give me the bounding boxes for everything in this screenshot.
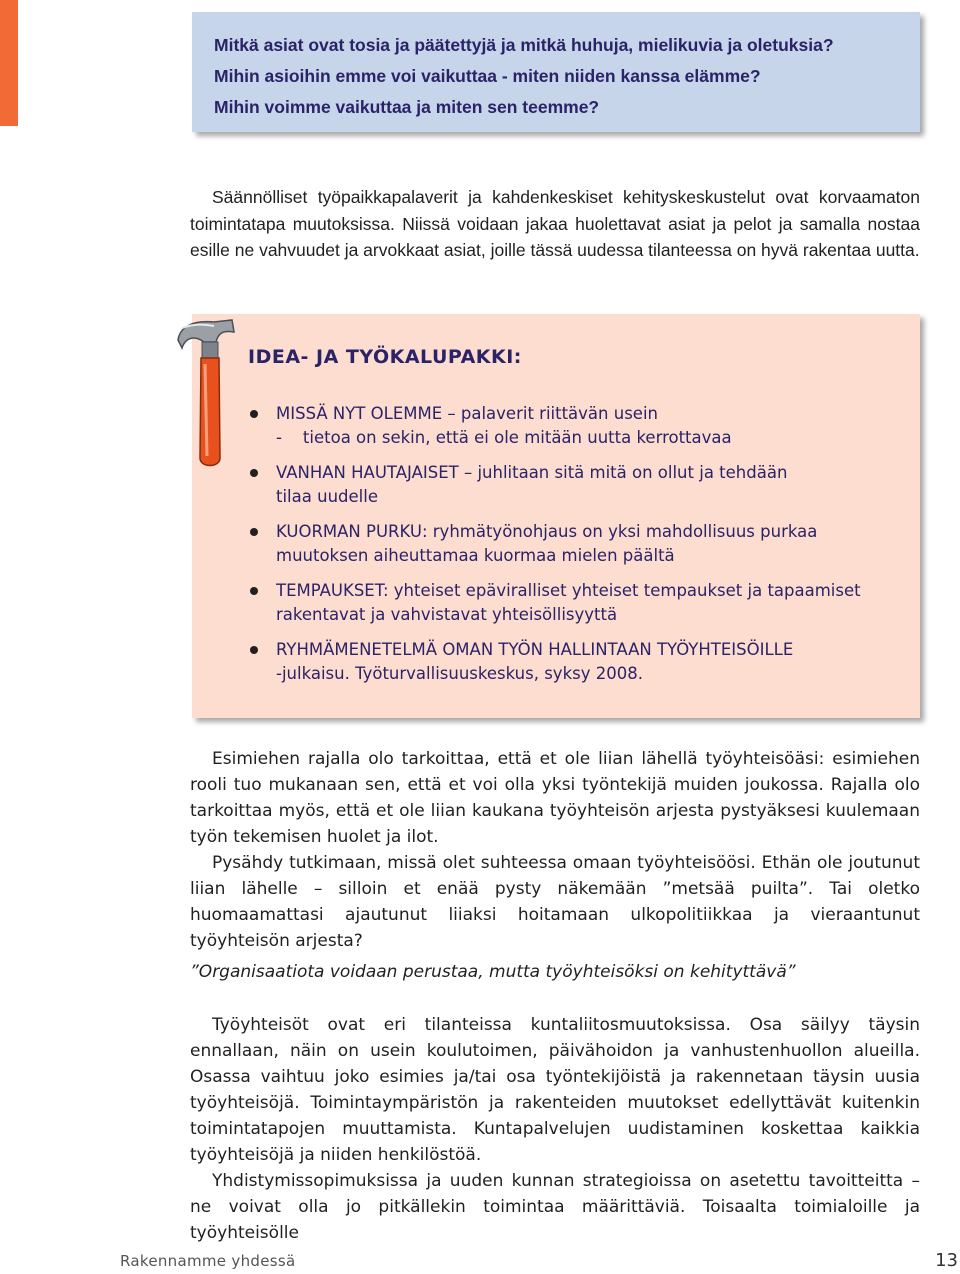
list-item: MISSÄ NYT OLEMME – palaverit riittävän usein - tietoa on sekin, että ei ole mitään uutta kerrottavaa	[248, 402, 910, 450]
hammer-icon	[174, 318, 238, 472]
list-item: KUORMAN PURKU: ryhmätyönohjaus on yksi mahdollisuus purkaa muutoksen aiheuttamaa kuormaa mielen päältä	[248, 520, 910, 568]
body-paragraph-1: Esimiehen rajalla olo tarkoittaa, että et ole liian lähellä työyhteisöäsi: esimiehen rooli tuo mukanaan sen, että et voi olla yksi työntekijä muiden joukossa. Rajalla olo tarkoittaa myös, että et ole liian kaukana työyhteisön arjesta pystyäksesi kuulemaan työn tekemisen huolet ja ilot.	[190, 749, 920, 847]
closing-paragraph-2: Yhdistymissopimuksissa ja uuden kunnan strategioissa on asetettu tavoitteitta – ne voivat olla jo pitkällekin toimintaa määrittäviä. Toisaalta toimialoille ja työyhteisölle	[190, 1171, 920, 1243]
question-line-2: Mihin asioihin emme voi vaikuttaa - miten niiden kanssa elämme?	[214, 66, 761, 86]
intro-paragraph: Säännölliset työpaikkapalaverit ja kahdenkeskiset kehityskeskustelut ovat korvaamaton toimintatapa muutoksissa. Niissä voidaan jakaa huolettavat asiat ja pelot ja samalla nostaa esille ne vahvuudet ja arvokkaat asiat, joille tässä uudessa tilanteessa on hyvä rakentaa uutta.	[190, 187, 920, 260]
footer-publication: Rakennamme yhdessä	[120, 1252, 296, 1270]
page-number: 13	[935, 1250, 958, 1271]
question-line-1: Mitkä asiat ovat tosia ja päätettyjä ja mitkä huhuja, mielikuvia ja oletuksia?	[214, 35, 834, 55]
question-box	[192, 12, 920, 132]
list-item: TEMPAUKSET: yhteiset epäviralliset yhteiset tempaukset ja tapaamiset rakentavat ja vahvistavat yhteisöllisyyttä	[248, 579, 910, 627]
closing-paragraphs	[190, 1012, 920, 1246]
section-color-tab	[0, 0, 18, 126]
list-item: VANHAN HAUTAJAISET – juhlitaan sitä mitä on ollut ja tehdään tilaa uudelle	[248, 461, 910, 509]
closing-paragraph-1: Työyhteisöt ovat eri tilanteissa kuntaliitosmuutoksissa. Osa säilyy täysin ennallaan, näin on usein koulutoimen, päivähoidon ja vanhustenhuollon alueilla. Osassa vaihtuu joko esimies ja/tai osa työntekijöistä ja rakennetaan täysin uusia työyhteisöjä. Toimintaympäristön ja rakenteiden muutokset edellyttävät kuitenkin toimintatapojen muuttamista. Kuntapalvelujen uudistaminen koskettaa kaikkia työyhteisöjä ja niiden henkilöstöä.	[190, 1015, 920, 1165]
idea-toolkit-box	[192, 314, 920, 718]
idea-toolkit-list	[248, 402, 910, 686]
quote: ”Organisaatiota voidaan perustaa, mutta työyhteisöksi on kehityttävä”	[190, 962, 796, 982]
idea-toolkit-title: IDEA- JA TYÖKALUPAKKI:	[248, 346, 522, 368]
body-paragraphs	[190, 746, 920, 954]
question-line-3: Mihin voimme vaikuttaa ja miten sen teemme?	[214, 97, 600, 117]
list-item: RYHMÄMENETELMÄ OMAN TYÖN HALLINTAAN TYÖYHTEISÖILLE -julkaisu. Työturvallisuuskeskus, syksy 2008.	[248, 638, 910, 686]
body-paragraph-2: Pysähdy tutkimaan, missä olet suhteessa omaan työyhteisöösi. Ethän ole joutunut liian lähelle – silloin et enää pysty näkemään ”metsää puilta”. Tai oletko huomaamattasi ajautunut liiaksi hoitamaan ulkopolitiikkaa ja vieraantunut työyhteisön arjesta?	[190, 853, 920, 951]
